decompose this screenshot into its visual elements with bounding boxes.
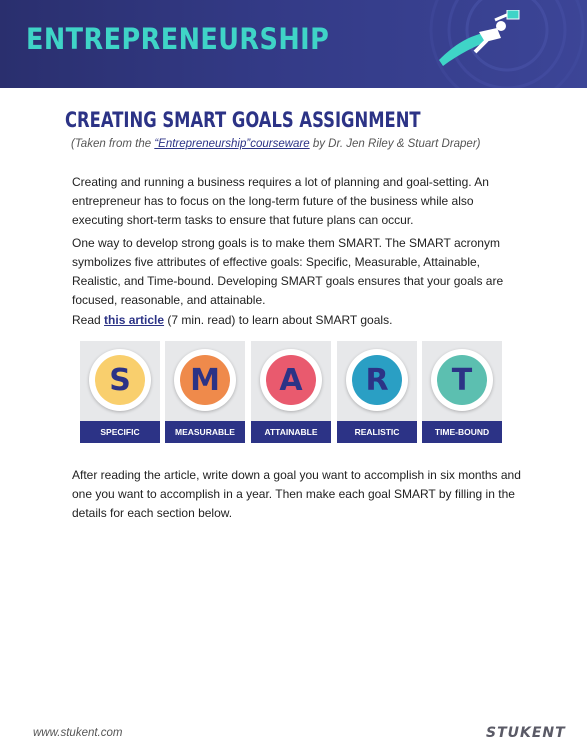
citation-suffix: by Dr. Jen Riley & Stuart Draper) [309,138,481,150]
letter-badge [260,349,322,411]
intro-paragraph: Creating and running a business requires a lot of planning and goal-setting. An entrepreneur has to focus on the long-term future of the business while also executing short-term tasks to ensure that future plans can occur. [72,175,489,227]
letter-badge [174,349,236,411]
header-banner [0,0,587,88]
smart-tile-realistic [337,341,417,443]
reading-instruction [72,311,522,330]
letter-badge [346,349,408,411]
smart-graphic [80,341,502,443]
smart-tile-specific [80,341,160,443]
source-citation [71,138,481,150]
smart-tile-measurable [165,341,245,443]
smart-tile-time-bound [422,341,502,443]
reading-prefix: Read [72,313,105,327]
course-title: ENTREPRENEURSHIP [26,22,330,56]
letter-badge [89,349,151,411]
flying-hero-with-briefcase-icon [435,10,525,70]
smart-letter: A [279,362,303,398]
article-link[interactable]: this article [104,313,165,327]
smart-tile-attainable [251,341,331,443]
courseware-link[interactable]: “Entrepreneurship”courseware [154,138,310,150]
smart-label: REALISTIC [337,421,417,443]
stukent-logo: STUKENT [486,725,566,741]
smart-letter: R [365,362,389,398]
reading-suffix: (7 min. read) to learn about SMART goals. [164,313,393,327]
smart-label: MEASURABLE [165,421,245,443]
goal-instruction-paragraph: After reading the article, write down a goal you want to accomplish in six months and one you want to accomplish in a year. Then make each goal SMART by filling in the details for each section below. [72,468,521,520]
smart-label: ATTAINABLE [251,421,331,443]
smart-label: SPECIFIC [80,421,160,443]
smart-explanation-paragraph: One way to develop strong goals is to make them SMART. The SMART acronym symbolizes five attributes of effective goals: Specific, Measurable, Attainable, Realistic, and Time-bound. Developing SMART goals ensures that your goals are focused, reasonable, and attainable. [72,236,504,307]
assignment-title: CREATING SMART GOALS ASSIGNMENT [65,108,421,132]
letter-badge [431,349,493,411]
footer-url[interactable]: www.stukent.com [33,727,123,739]
smart-letter: M [190,362,220,398]
citation-prefix: (Taken from the [71,138,155,150]
smart-label: TIME-BOUND [422,421,502,443]
smart-letter: T [451,362,473,398]
smart-letter: S [109,362,131,398]
